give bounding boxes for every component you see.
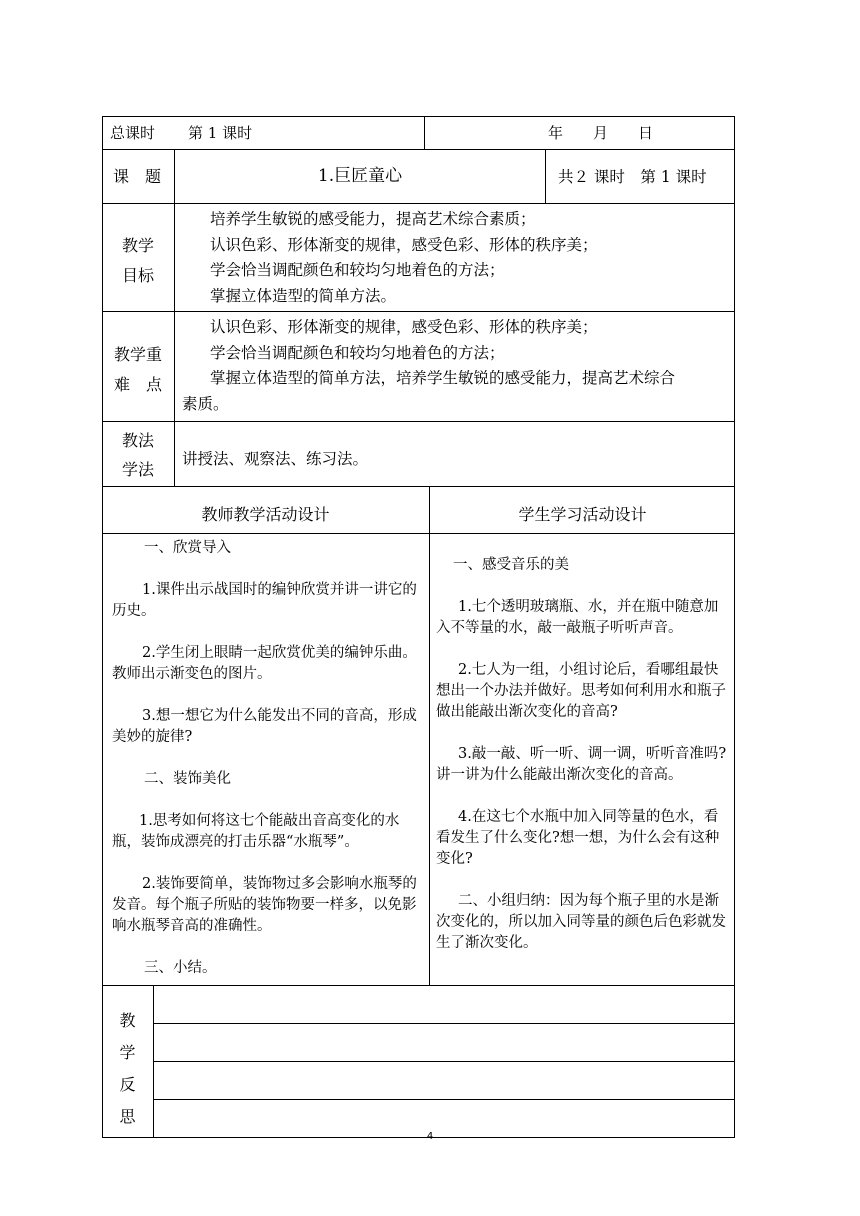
methods-label: 教法 学法: [121, 431, 154, 479]
teacher-section-heading: 二、装饰美化: [144, 771, 231, 787]
teacher-step: 1.课件出示战国时的编钟欣赏并讲一讲它的历史。: [112, 582, 417, 619]
teacher-section-heading: 一、欣赏导入: [144, 540, 231, 556]
page-number: 4: [426, 1131, 434, 1142]
col-divider: [545, 149, 546, 203]
col-divider: [153, 985, 154, 1138]
student-step: 4.在这七个水瓶中加入同等量的色水，看看发生了什么变化?想一想，为什么会有这种变化?: [436, 809, 720, 867]
row-divider: [102, 486, 735, 487]
teacher-section-heading: 三、小结。: [144, 960, 217, 976]
student-step: 3.敲一敲、听一听、调一调，听听音准吗?讲一讲为什么能敲出渐次变化的音高。: [436, 746, 727, 783]
student-section-heading: 一、感受音乐的美: [453, 557, 569, 573]
teacher-activity-header: 教师教学活动设计: [201, 505, 330, 524]
teacher-step: 3.想一想它为什么能发出不同的音高，形成美妙的旋律?: [112, 708, 417, 745]
student-step: 1.七个透明玻璃瓶、水，并在瓶中随意加入不等量的水，敲一敲瓶子听听声音。: [436, 599, 719, 636]
topic-label: 课 题: [113, 167, 162, 186]
key-points-list: 认识色彩、形体渐变的规律，感受色彩、形体的秩序美； 学会恰当调配颜色和较均匀地着色的方法； 掌握立体造型的简单方法，培养学生敏锐的感受能力，提高艺术综合 素质。: [182, 318, 676, 413]
lesson-title: 1.巨匠童心: [317, 166, 403, 186]
period-label: 第 1 课时: [188, 124, 253, 142]
row-divider: [102, 985, 735, 986]
teacher-step: 2.装饰要简单，装饰物过多会影响水瓶琴的发音。每个瓶子所贴的装饰物要一样多，以免影响水瓶琴音高的准确性。: [112, 876, 417, 934]
col-divider: [174, 149, 175, 486]
reflection-line: [153, 1023, 735, 1024]
methods-text: 讲授法、观察法、练习法。: [182, 450, 369, 468]
objectives-label: 教学 目标: [121, 236, 154, 285]
reflection-line: [153, 1099, 735, 1100]
objectives-list: 培养学生敏锐的感受能力，提高艺术综合素质； 认识色彩、形体渐变的规律，感受色彩、形体的秩序美； 学会恰当调配颜色和较均匀地着色的方法； 掌握立体造型的简单方法。: [210, 210, 598, 305]
student-summary: 二、小组归纳：因为每个瓶子里的水是渐次变化的，所以加入同等量的颜色后色彩就发生了渐次变化。: [436, 893, 726, 951]
reflection-line: [153, 1061, 735, 1062]
row-divider: [102, 421, 735, 422]
teacher-step: 2.学生闭上眼睛一起欣赏优美的编钟乐曲。教师出示渐变色的图片。: [112, 645, 417, 682]
date-field: 年 月 日: [548, 124, 654, 142]
col-divider: [429, 486, 430, 985]
teacher-activities: [112, 538, 422, 979]
teacher-step: 1.思考如何将这七个能敲出音高变化的水瓶，装饰成漂亮的打击乐器“水瓶琴”。: [112, 813, 400, 850]
row-divider: [102, 311, 735, 312]
student-activity-header: 学生学习活动设计: [518, 505, 647, 524]
key-points-label: 教学重 难 点: [113, 345, 162, 394]
col-divider: [424, 116, 425, 149]
student-step: 2.七人为一组，小组讨论后，看哪组最快想出一个办法并做好。思考如何利用水和瓶子做出能敲出渐次变化的音高?: [436, 662, 726, 720]
row-divider: [102, 149, 735, 150]
total-period-label: 总课时: [110, 124, 156, 142]
period-count: 共２ 课时 第 1 课时: [558, 168, 707, 186]
row-divider: [102, 203, 735, 204]
row-divider: [102, 533, 735, 534]
student-activities: [436, 555, 728, 954]
reflection-label: 教 学 反 思: [119, 1011, 136, 1126]
